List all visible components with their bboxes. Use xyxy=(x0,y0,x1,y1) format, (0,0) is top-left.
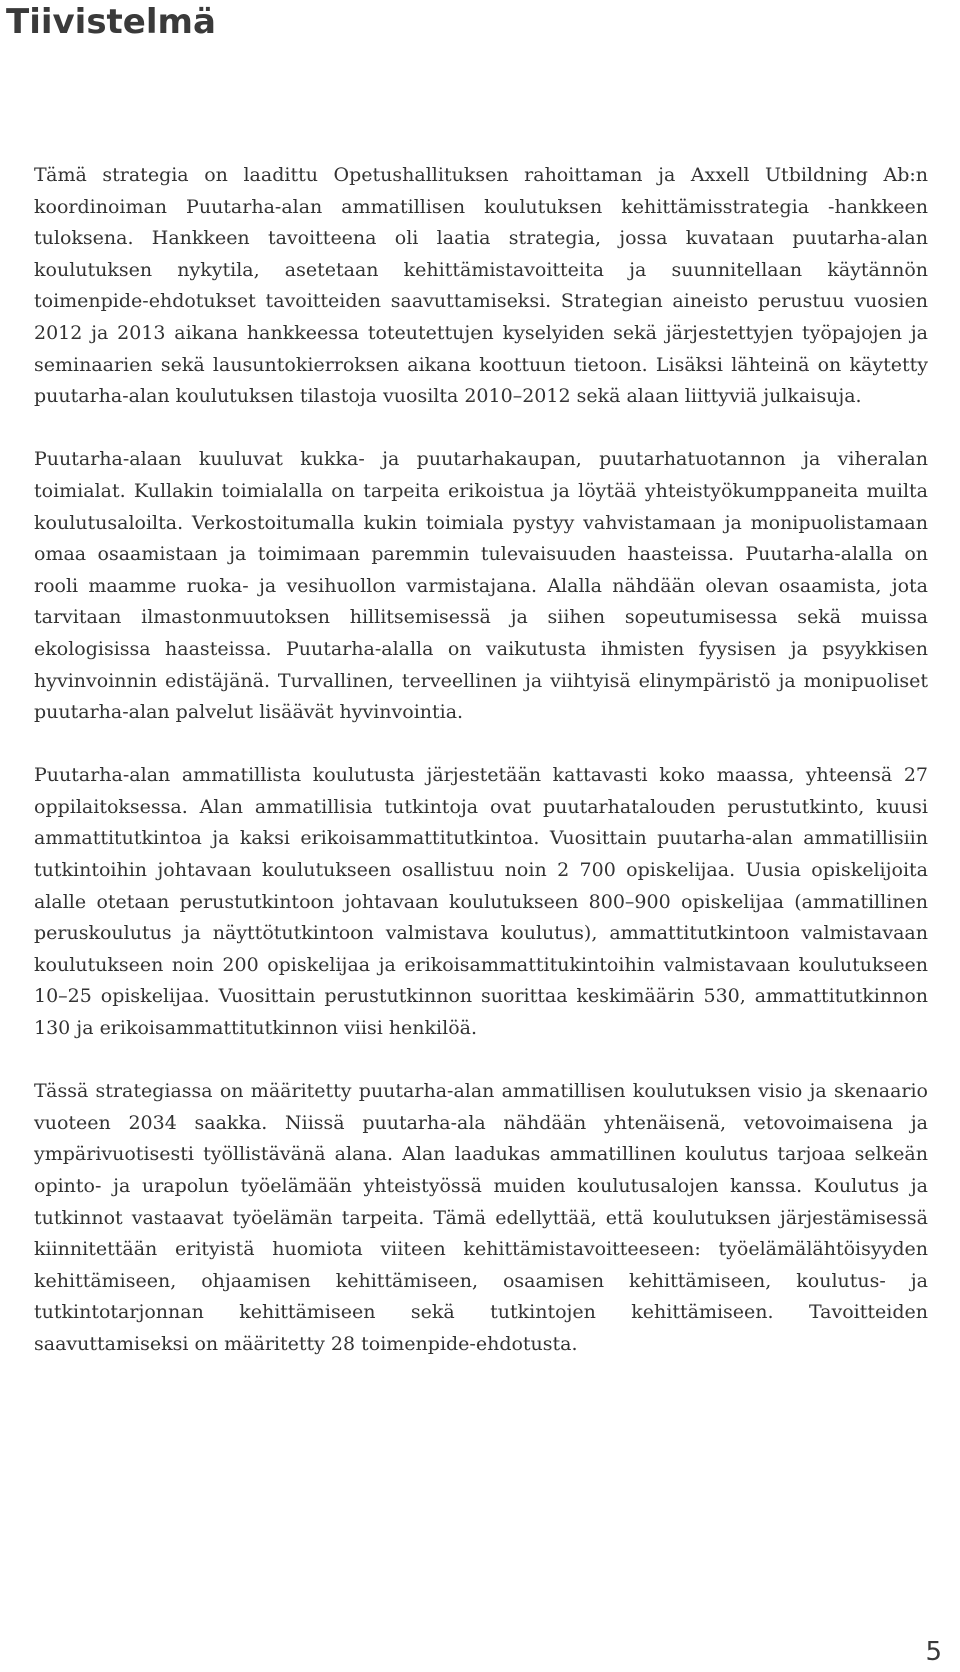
summary-body xyxy=(34,160,928,1392)
paragraph-education: Puutarha-alan ammatillista koulutusta järjestetään kattavasti koko maassa, yhteensä 27 oppilaitoksessa. Alan ammatillisia tutkintoja ovat puutarhatalouden perustutkinto, kuusi ammattitutkintoa ja kaksi erikoisammattitutkintoa. Vuosittain puutarha-alan ammatillisiin tutkintoihin johtavaan koulutukseen osallistuu noin 2 700 opiskelijaa. Uusia opiskelijoita alalle otetaan perustutkintoon johtavaan koulutukseen 800–900 opiskelijaa (ammatillinen peruskoulutus ja näyttötutkintoon valmistava koulutus), ammattitutkintoon valmistavaan koulutukseen noin 200 opiskelijaa ja erikoisammattitukintoihin valmistavaan koulutukseen 10–25 opiskelijaa. Vuosittain perustutkinnon suorittaa keskimäärin 530, ammattitutkinnon 130 ja erikoisammattitutkinnon viisi henkilöä. xyxy=(34,764,928,1040)
page-number: 5 xyxy=(925,1637,942,1667)
page-title: Tiivistelmä xyxy=(6,2,216,42)
paragraph-intro: Tämä strategia on laadittu Opetushallituksen rahoittaman ja Axxell Utbildning Ab:n koordinoiman Puutarha-alan ammatillisen koulutuksen kehittämisstrategia -hankkeen tuloksena. Hankkeen tavoitteena oli laatia strategia, jossa kuvataan puutarha-alan koulutuksen nykytila, asetetaan kehittämistavoitteita ja suunnitellaan käytännön toimenpide-ehdotukset tavoitteiden saavuttamiseksi. Strategian aineisto perustuu vuosien 2012 ja 2013 aikana hankkeessa toteutettujen kyselyiden sekä järjestettyjen työpajojen ja seminaarien sekä lausuntokierroksen aikana koottuun tietoon. Lisäksi lähteinä on käytetty puutarha-alan koulutuksen tilastoja vuosilta 2010–2012 sekä alaan liittyviä julkaisuja. xyxy=(34,164,928,408)
paragraph-vision: Tässä strategiassa on määritetty puutarha-alan ammatillisen koulutuksen visio ja skenaario vuoteen 2034 saakka. Niissä puutarha-ala nähdään yhtenäisenä, vetovoimaisena ja ympärivuotisesti työllistävänä alana. Alan laadukas ammatillinen koulutus tarjoaa selkeän opinto- ja urapolun työelämään yhteistyössä muiden koulutusalojen kanssa. Koulutus ja tutkinnot vastaavat työelämän tarpeita. Tämä edellyttää, että koulutuksen järjestämisessä kiinnitettään erityistä huomiota viiteen kehittämistavoitteeseen: työelämälähtöisyyden kehittämiseen, ohjaamisen kehittämiseen, osaamisen kehittämiseen, koulutus- ja tutkintotarjonnan kehittämiseen sekä tutkintojen kehittämiseen. Tavoitteiden saavuttamiseksi on määritetty 28 toimenpide-ehdotusta. xyxy=(34,1080,928,1355)
paragraph-sector: Puutarha-alaan kuuluvat kukka- ja puutarhakaupan, puutarhatuotannon ja viheralan toimialat. Kullakin toimialalla on tarpeita erikoistua ja löytää yhteistyökumppaneita muilta koulutusaloilta. Verkostoitumalla kukin toimiala pystyy vahvistamaan ja monipuolistamaan omaa osaamistaan ja toimimaan paremmin tulevaisuuden haasteissa. Puutarha-alalla on rooli maamme ruoka- ja vesihuollon varmistajana. Alalla nähdään olevan osaamista, jota tarvitaan ilmastonmuutoksen hillitsemisessä ja siihen sopeutumisessa sekä muissa ekologisissa haasteissa. Puutarha-alalla on vaikutusta ihmisten fyysisen ja psyykkisen hyvinvoinnin edistäjänä. Turvallinen, terveellinen ja viihtyisä elinympäristö ja monipuoliset puutarha-alan palvelut lisäävät hyvinvointia. xyxy=(34,448,928,724)
